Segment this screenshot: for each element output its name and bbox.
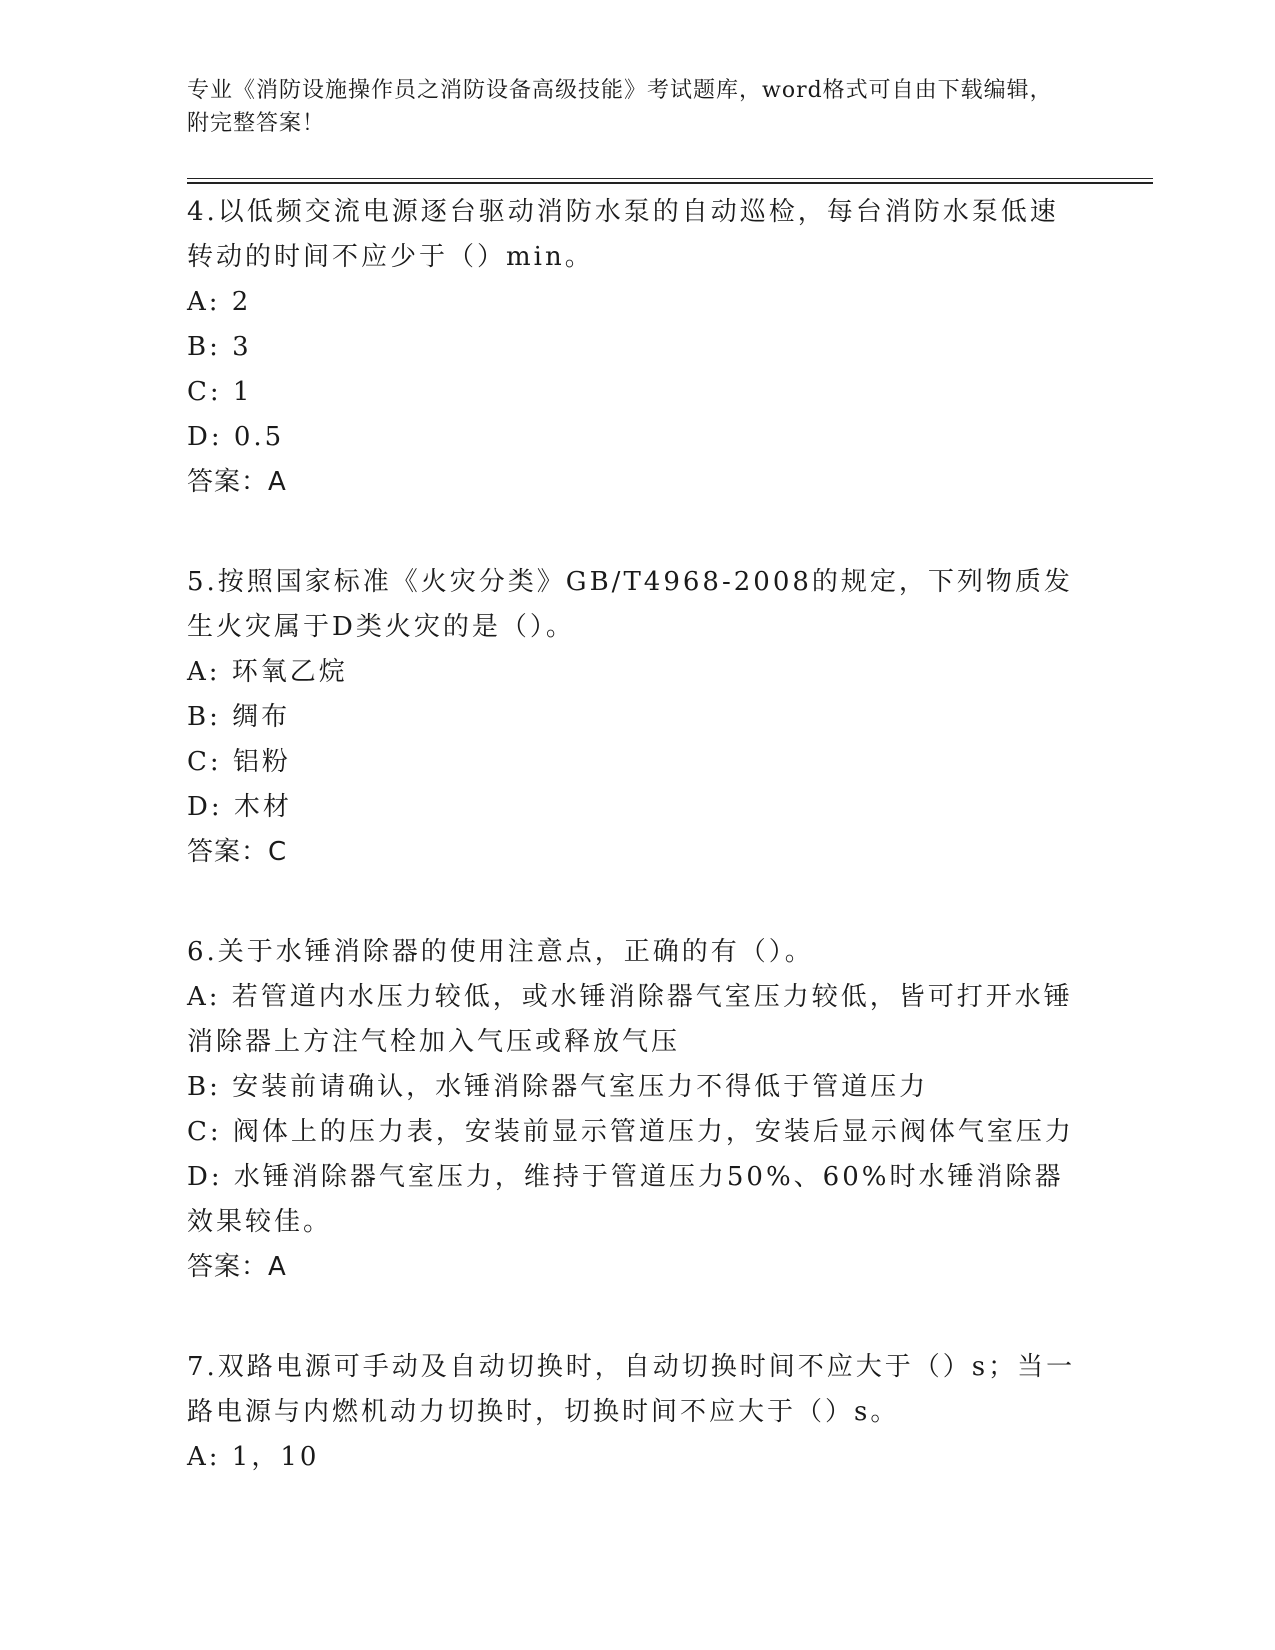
option-a: A: 2 (187, 287, 252, 317)
header-divider-thin (187, 178, 1153, 179)
option-b: B: 绸布 (187, 702, 291, 732)
option-a: A: 若管道内水压力较低，或水锤消除器气室压力较低，皆可打开水锤消除器上方注气栓加入气压或释放气压 (187, 982, 1073, 1057)
option-a: A: 1，10 (187, 1442, 320, 1472)
option-c: C: 铝粉 (187, 747, 291, 777)
header-divider-thick (187, 182, 1153, 184)
question-6 (187, 930, 1087, 1290)
question-list (187, 190, 1087, 1535)
option-c: C: 1 (187, 377, 253, 407)
question-stem: 4.以低频交流电源逐台驱动消防水泵的自动巡检，每台消防水泵低速转动的时间不应少于（）min。 (187, 197, 1059, 272)
question-4 (187, 190, 1087, 505)
option-b: B: 安装前请确认，水锤消除器气室压力不得低于管道压力 (187, 1072, 929, 1102)
answer-line: 答案：C (187, 837, 288, 867)
answer-line: 答案：A (187, 1252, 287, 1282)
question-5 (187, 560, 1087, 875)
option-a: A: 环氧乙烷 (187, 657, 348, 687)
option-d: D: 0.5 (187, 422, 285, 452)
question-stem: 7.双路电源可手动及自动切换时，自动切换时间不应大于（）s；当一路电源与内燃机动力切换时，切换时间不应大于（）s。 (187, 1352, 1076, 1427)
question-stem: 5.按照国家标准《火灾分类》GB/T4968-2008的规定，下列物质发生火灾属于D类火灾的是（）。 (187, 567, 1073, 642)
question-stem: 6.关于水锤消除器的使用注意点，正确的有（）。 (187, 937, 814, 967)
question-7 (187, 1345, 1087, 1480)
option-d: D: 木材 (187, 792, 292, 822)
option-b: B: 3 (187, 332, 252, 362)
answer-line: 答案：A (187, 467, 287, 497)
document-header: 专业《消防设施操作员之消防设备高级技能》考试题库，word格式可自由下载编辑，附完整答案！ (187, 78, 1053, 136)
option-d: D: 水锤消除器气室压力，维持于管道压力50%、60%时水锤消除器效果较佳。 (187, 1162, 1064, 1237)
option-c: C: 阀体上的压力表，安装前显示管道压力，安装后显示阀体气室压力 (187, 1117, 1074, 1147)
